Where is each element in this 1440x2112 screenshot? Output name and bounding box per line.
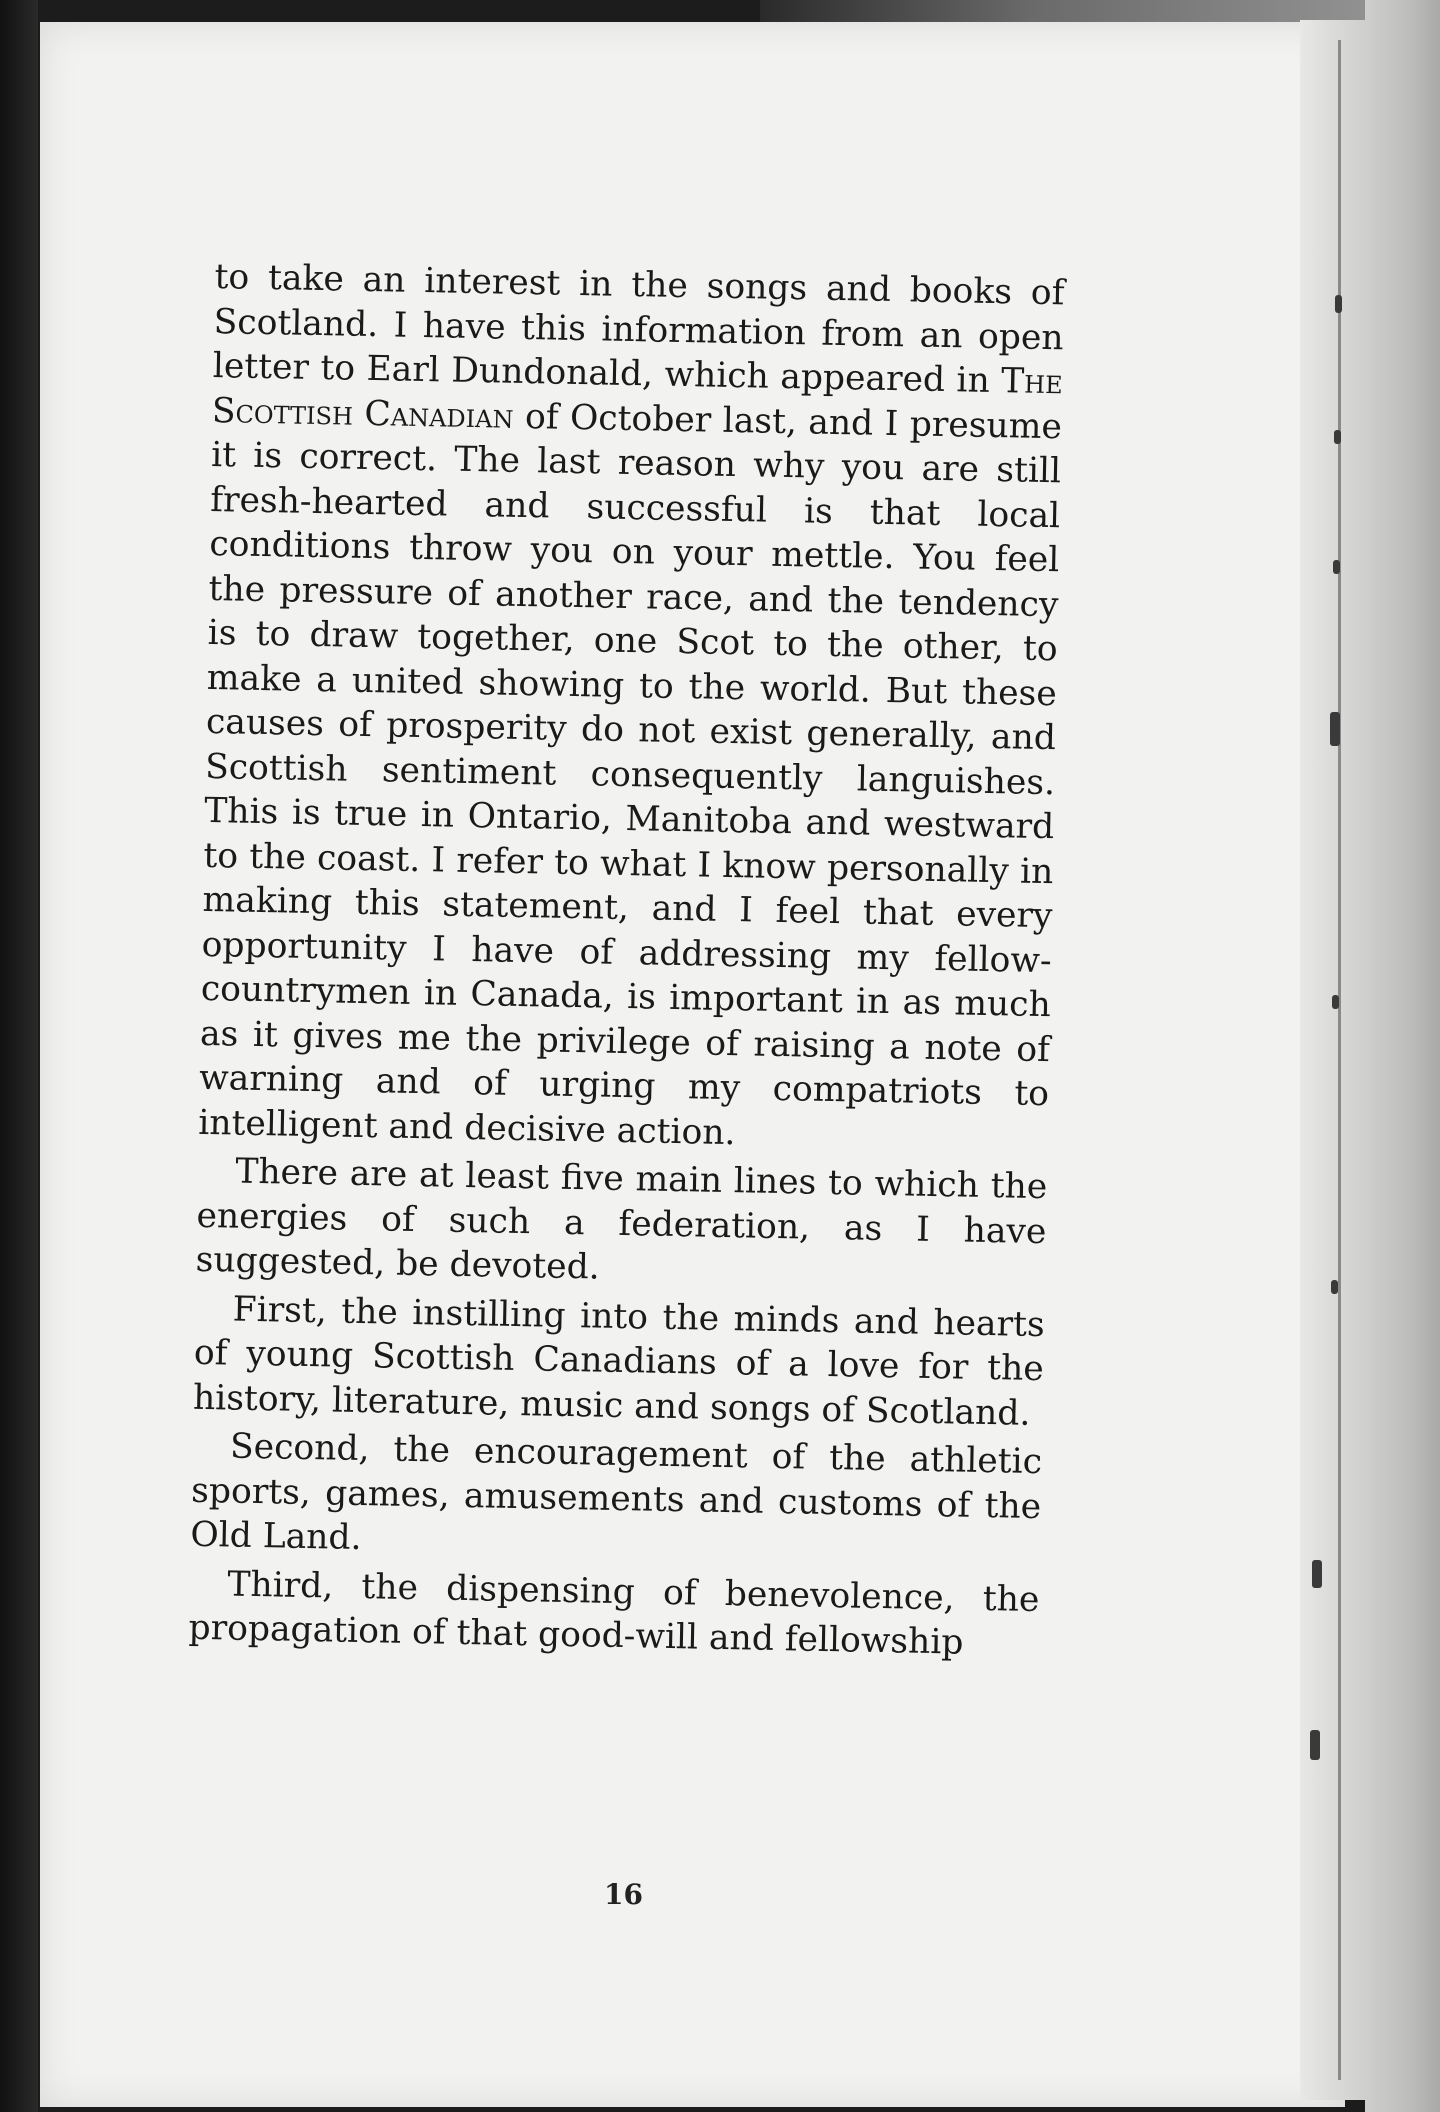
binding-stitch (1310, 1730, 1320, 1760)
left-page-edge (0, 0, 38, 2112)
paragraph: Third, the dispensing of benevolence, the propagation of that good-will and fellowship (188, 1563, 1040, 1663)
page-number: 16 (604, 1878, 643, 1911)
binding-stitch (1332, 995, 1339, 1009)
binding-stitch (1312, 1560, 1322, 1588)
body-text (188, 255, 1065, 1667)
publication-title: The Scottish Canadian (211, 361, 1064, 437)
binding-stitch (1335, 295, 1342, 313)
binding-stitch (1331, 1280, 1338, 1294)
paragraph: Second, the encouragement of the athletic sports, games, amusements and customs of the Old Land. (190, 1426, 1043, 1559)
right-page-edge (1365, 0, 1440, 2112)
book-binding (1300, 20, 1365, 2100)
paragraph (198, 255, 1065, 1161)
binding-stitch (1330, 712, 1340, 746)
paragraph-text: to take an interest in the songs and books of Scotland. I have this information from an open letter to Earl Dundonald, which appeared in (212, 256, 1065, 402)
binding-stitch (1333, 560, 1340, 574)
paragraph-text: of October last, and I presume it is correct. The last reason why you are still fresh-hearted and successful is that local conditions throw you on your mettle. You feel the pressure of another race, and the tendency is to draw together, one Scot to the other, to make a united showing to the world. But these causes of prosperity do not exist generally, and Scottish sentiment consequently languishes. This is true in Ontario, Manitoba and westward to the coast. I refer to what I know personally in making this statement, and I feel that every opportunity I have of addressing my fellow-countrymen in Canada, is important in as much as it gives me the privilege of raising a note of warning and of urging my compatriots to intelligent and decisive action. (197, 396, 1063, 1153)
binding-thread (1338, 40, 1341, 2080)
paragraph: There are at least five main lines to which the energies of such a federation, as I have suggested, be devoted. (195, 1151, 1048, 1288)
paragraph: First, the instilling into the minds and hearts of young Scottish Canadians of a love for the history, literature, music and songs of Scotland. (192, 1289, 1046, 1434)
binding-stitch (1334, 430, 1341, 444)
